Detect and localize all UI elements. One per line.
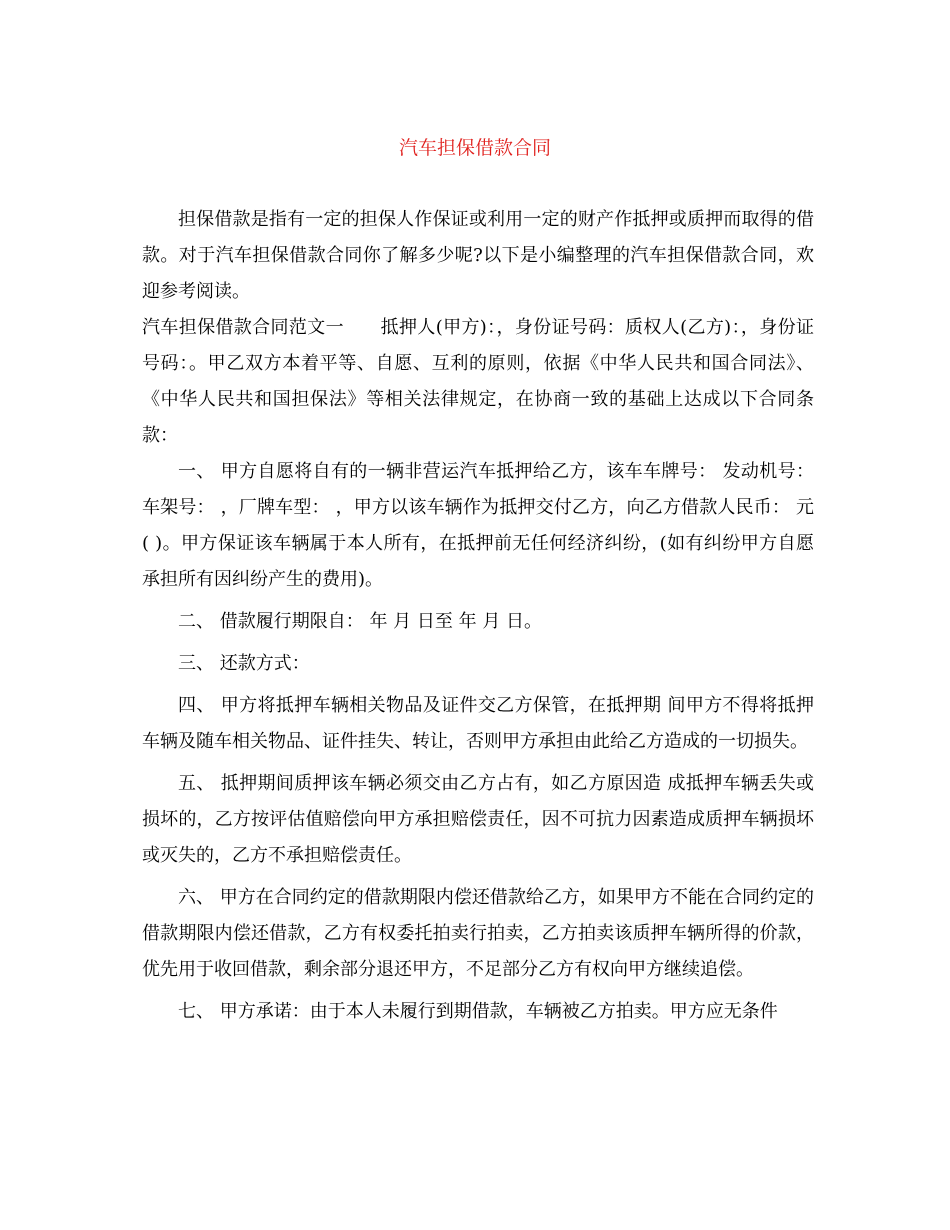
clause-5-paragraph: 五、 抵押期间质押该车辆必须交由乙方占有，如乙方原因造 成抵押车辆丢失或损坏的，乙方按评估值赔偿向甲方承担赔偿责任，因不可抗力因素造成质押车辆损坏或灭失的，乙方不承担赔偿责任。 bbox=[142, 773, 814, 866]
clause-1-paragraph: 一、 甲方自愿将自有的一辆非营运汽车抵押给乙方，该车车牌号： 发动机号： 车架号： ，厂牌车型： ，甲方以该车辆作为抵押交付乙方，向乙方借款人民币： 元( )。甲方保证该车辆属于本人所有，在抵押前无任何经济纠纷，(如有纠纷甲方自愿承担所有因纠纷产生的费用)。 bbox=[142, 461, 814, 590]
document-body bbox=[142, 202, 814, 1030]
clause-2-paragraph: 二、 借款履行期限自： 年 月 日至 年 月 日。 bbox=[178, 611, 543, 632]
contract-preamble-paragraph: 汽车担保借款合同范文一 抵押人(甲方)：，身份证号码：质权人(乙方)：，身份证号码：。甲乙双方本着平等、自愿、互利的原则，依据《中华人民共和国合同法》、《中华人民共和国担保法》等相关法律规定，在协商一致的基础上达成以下合同条款： bbox=[142, 317, 814, 446]
intro-paragraph: 担保借款是指有一定的担保人作保证或利用一定的财产作抵押或质押而取得的借款。对于汽车担保借款合同你了解多少呢?以下是小编整理的汽车担保借款合同，欢迎参考阅读。 bbox=[142, 209, 814, 302]
clause-3-paragraph: 三、 还款方式： bbox=[178, 653, 310, 674]
document-title: 汽车担保借款合同 bbox=[398, 137, 551, 159]
clause-6-paragraph: 六、 甲方在合同约定的借款期限内偿还借款给乙方，如果甲方不能在合同约定的借款期限内偿还借款，乙方有权委托拍卖行拍卖，乙方拍卖该质押车辆所得的价款，优先用于收回借款，剩余部分退还甲方，不足部分乙方有权向甲方继续追偿。 bbox=[142, 887, 814, 980]
clause-7-paragraph: 七、 甲方承诺：由于本人未履行到期借款，车辆被乙方拍卖。甲方应无条件 bbox=[178, 1001, 778, 1022]
clause-4-paragraph: 四、 甲方将抵押车辆相关物品及证件交乙方保管，在抵押期 间甲方不得将抵押车辆及随车相关物品、证件挂失、转让，否则甲方承担由此给乙方造成的一切损失。 bbox=[142, 695, 814, 752]
